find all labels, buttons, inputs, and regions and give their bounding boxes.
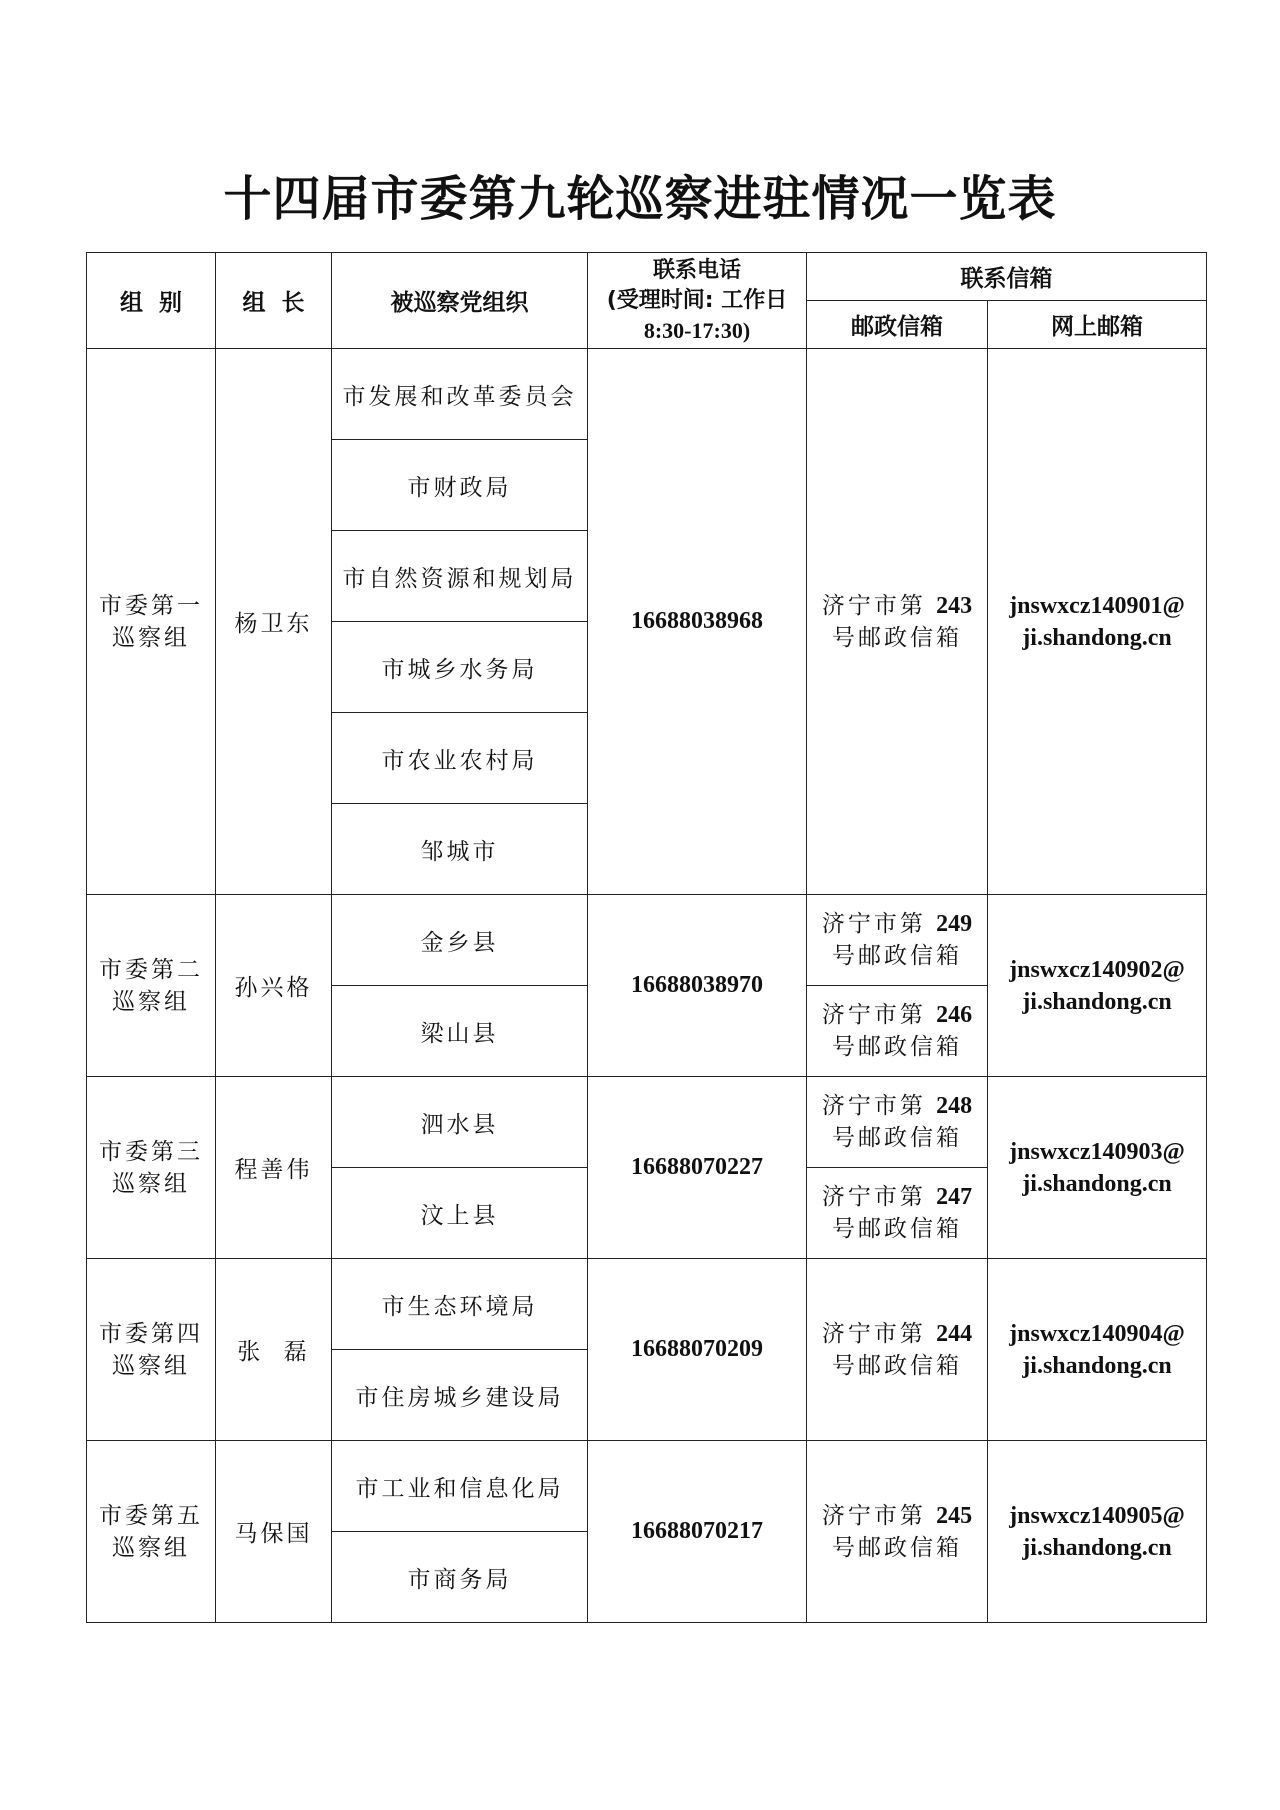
group-name-line1: 市委第四 [99, 1320, 203, 1347]
postal-prefix: 济宁市第 [821, 911, 926, 937]
org-cell: 市生态环境局 [332, 1259, 588, 1350]
header-phone-line3: 8:30-17:30) [643, 317, 751, 343]
postal-box-cell [807, 986, 988, 1077]
email-cell [988, 1441, 1207, 1623]
email-cell [988, 349, 1207, 895]
email-line1: jnswxcz140905@ [1009, 1502, 1185, 1529]
org-cell: 市自然资源和规划局 [332, 531, 588, 622]
postal-box-cell [807, 1168, 988, 1259]
org-cell: 市工业和信息化局 [332, 1441, 588, 1532]
email-line1: jnswxcz140901@ [1009, 592, 1185, 619]
email-line1: jnswxcz140902@ [1009, 956, 1185, 983]
group-name-line2: 巡察组 [112, 1534, 190, 1561]
postal-box-line2: 号邮政信箱 [832, 1216, 962, 1242]
org-cell: 市发展和改革委员会 [332, 349, 588, 440]
org-cell: 汶上县 [332, 1168, 588, 1259]
email-line1: jnswxcz140904@ [1009, 1320, 1185, 1347]
leader-cell: 马保国 [216, 1441, 332, 1623]
postal-number: 249 [936, 911, 973, 937]
leader-cell: 程善伟 [216, 1077, 332, 1259]
table-row [87, 895, 1207, 986]
postal-box-cell [807, 1441, 988, 1623]
postal-number: 248 [936, 1093, 973, 1119]
postal-number: 244 [936, 1320, 973, 1347]
inspection-table [86, 252, 1207, 1623]
postal-box-line1 [807, 908, 987, 940]
org-cell: 梁山县 [332, 986, 588, 1077]
postal-prefix: 济宁市第 [821, 1093, 926, 1119]
postal-box-line2: 号邮政信箱 [832, 943, 962, 969]
leader-cell: 张 磊 [216, 1259, 332, 1441]
email-line2: ji.shandong.cn [1022, 988, 1172, 1015]
postal-box-line1 [807, 1090, 987, 1122]
email-cell [988, 1259, 1207, 1441]
postal-box-line2: 号邮政信箱 [832, 1352, 962, 1379]
group-name-line2: 巡察组 [112, 988, 190, 1015]
header-leader: 组 长 [216, 253, 332, 349]
org-cell: 邹城市 [332, 804, 588, 895]
header-group: 组 别 [87, 253, 216, 349]
postal-box-line1 [807, 1181, 987, 1213]
email-line2: ji.shandong.cn [1022, 624, 1172, 651]
header-phone-line1: 联系电话 [652, 257, 741, 283]
postal-number: 243 [936, 592, 973, 619]
postal-box-cell [807, 1259, 988, 1441]
org-cell: 市财政局 [332, 440, 588, 531]
group-name-line1: 市委第二 [99, 956, 203, 983]
postal-box-line1 [807, 1318, 987, 1350]
email-line2: ji.shandong.cn [1022, 1170, 1172, 1197]
header-phone-line2: (受理时间: 工作日 [606, 287, 788, 313]
group-name-cell [87, 1259, 216, 1441]
postal-prefix: 济宁市第 [821, 1184, 926, 1210]
phone-cell: 16688070217 [588, 1441, 807, 1623]
header-postal: 邮政信箱 [807, 301, 988, 349]
leader-cell: 孙兴格 [216, 895, 332, 1077]
email-line2: ji.shandong.cn [1022, 1352, 1172, 1379]
table-row [87, 1441, 1207, 1532]
group-name-cell [87, 895, 216, 1077]
postal-box-line2: 号邮政信箱 [832, 1534, 962, 1561]
group-name-cell [87, 349, 216, 895]
org-cell: 金乡县 [332, 895, 588, 986]
postal-number: 247 [936, 1184, 973, 1210]
postal-prefix: 济宁市第 [821, 1502, 926, 1529]
phone-cell: 16688038970 [588, 895, 807, 1077]
group-name-line1: 市委第五 [99, 1502, 203, 1529]
table-row [87, 1259, 1207, 1350]
org-cell: 市住房城乡建设局 [332, 1350, 588, 1441]
postal-box-line2: 号邮政信箱 [832, 624, 962, 651]
table-row [87, 1077, 1207, 1168]
group-name-line2: 巡察组 [112, 1170, 190, 1197]
group-name-line2: 巡察组 [112, 1352, 190, 1379]
email-cell [988, 1077, 1207, 1259]
postal-prefix: 济宁市第 [821, 592, 926, 619]
header-mailbox: 联系信箱 [807, 253, 1207, 301]
postal-box-cell [807, 895, 988, 986]
phone-cell: 16688038968 [588, 349, 807, 895]
postal-box-line2: 号邮政信箱 [832, 1034, 962, 1060]
postal-box-line2: 号邮政信箱 [832, 1125, 962, 1151]
header-org: 被巡察党组织 [332, 253, 588, 349]
leader-cell: 杨卫东 [216, 349, 332, 895]
postal-prefix: 济宁市第 [821, 1002, 926, 1028]
table-row [87, 349, 1207, 440]
org-cell: 泗水县 [332, 1077, 588, 1168]
page-title: 十四届市委第九轮巡察进驻情况一览表 [223, 171, 1057, 227]
org-cell: 市商务局 [332, 1532, 588, 1623]
group-name-line2: 巡察组 [112, 624, 190, 651]
group-name-cell [87, 1077, 216, 1259]
header-online: 网上邮箱 [988, 301, 1207, 349]
email-cell [988, 895, 1207, 1077]
email-line2: ji.shandong.cn [1022, 1534, 1172, 1561]
org-cell: 市农业农村局 [332, 713, 588, 804]
org-cell: 市城乡水务局 [332, 622, 588, 713]
header-phone [588, 253, 807, 349]
phone-cell: 16688070209 [588, 1259, 807, 1441]
postal-box-line1 [807, 1500, 987, 1532]
postal-box-line1 [807, 999, 987, 1031]
table-body [87, 349, 1207, 1623]
group-name-cell [87, 1441, 216, 1623]
postal-box-line1 [807, 590, 987, 622]
group-name-line1: 市委第一 [99, 592, 203, 619]
email-line1: jnswxcz140903@ [1009, 1138, 1185, 1165]
postal-prefix: 济宁市第 [821, 1320, 926, 1347]
group-name-line1: 市委第三 [99, 1138, 203, 1165]
postal-box-cell [807, 1077, 988, 1168]
postal-number: 245 [936, 1502, 973, 1529]
phone-cell: 16688070227 [588, 1077, 807, 1259]
postal-box-cell [807, 349, 988, 895]
postal-number: 246 [936, 1002, 973, 1028]
